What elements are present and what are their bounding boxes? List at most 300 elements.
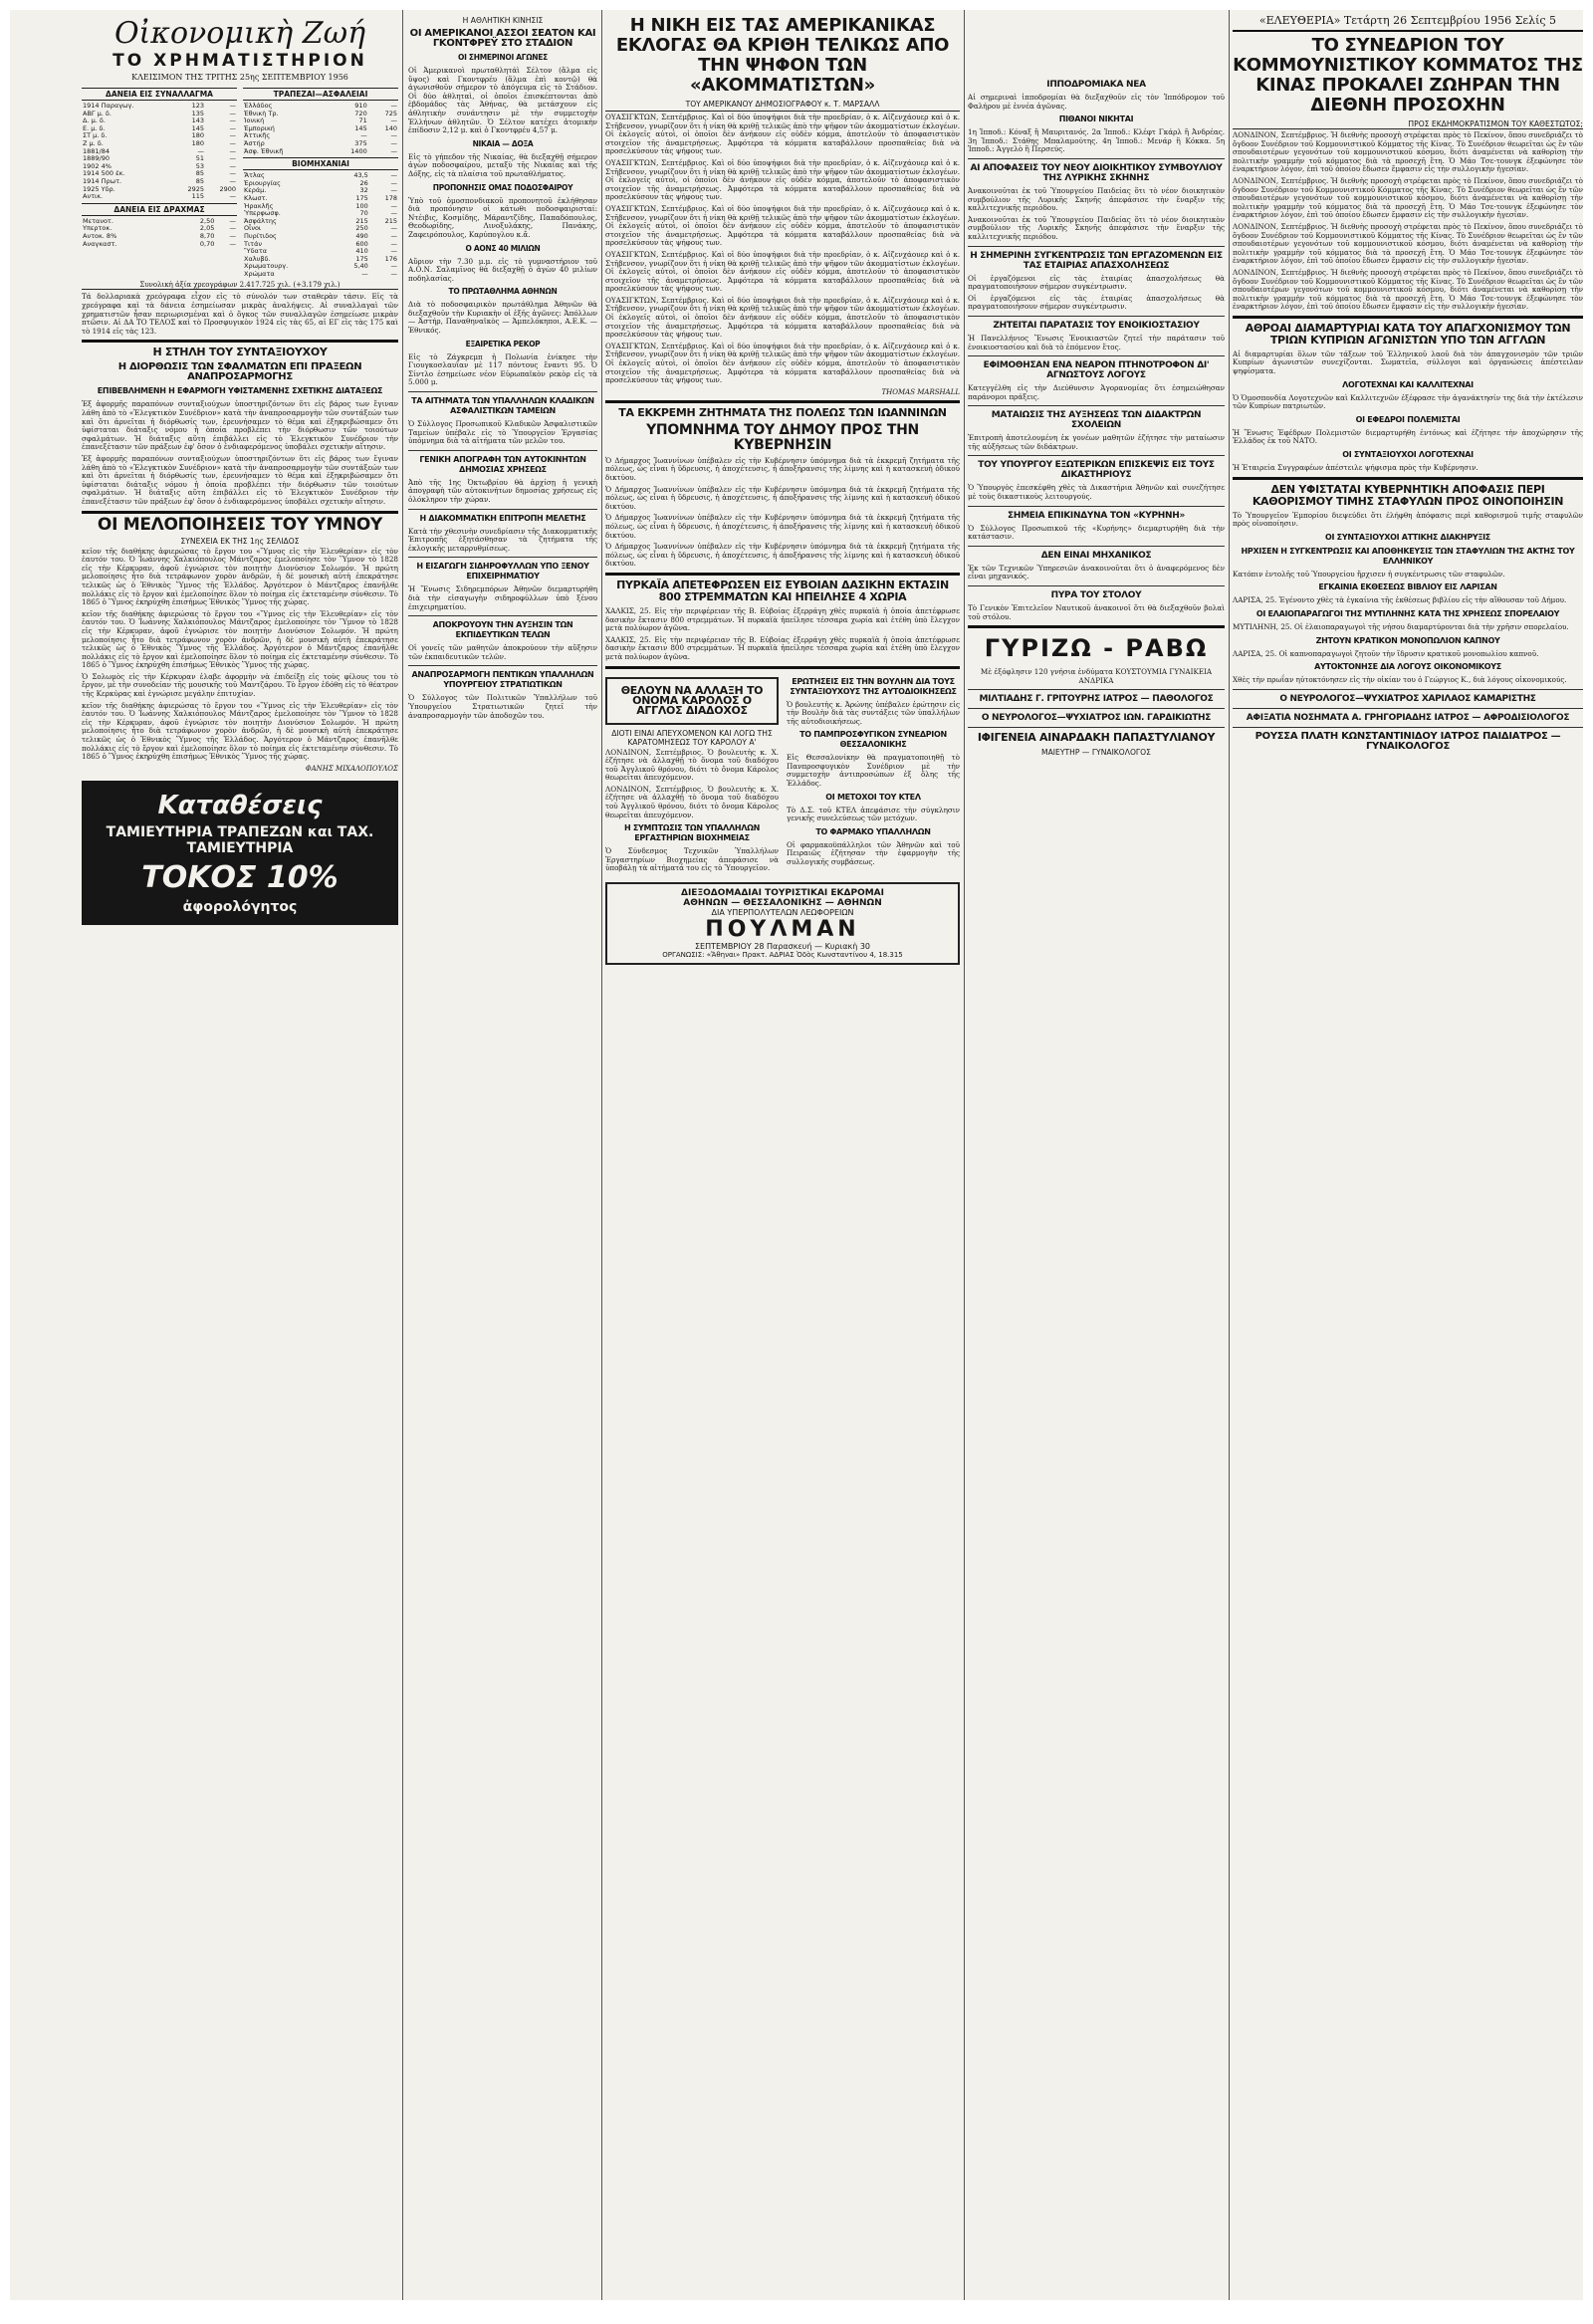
- article-body: ΛΟΝΔΙΝΟΝ, Σεπτέμβριος. Ἡ διεθνὴς προσοχὴ στρέφεται πρὸς τὸ Πεκίνον, ὅπου συνεδριάζει τὸ ὄγδοον Συνέδριον τοῦ Κομμουνιστικοῦ Κόμματος τῆς Κίνας. Τὸ Συνέδριον θεωρεῖται ὡς ἓν τῶν σπουδαιοτέρων γεγονότων τοῦ κομμουνιστικοῦ κόσμου, διότι ἀναμένεται νὰ καθορίσῃ τὴν πολιτικὴν γραμμὴν τοῦ κόμματος διὰ τὰ προσεχῆ ἔτη. Ὁ Μάο Τσε-τουνγκ ἐξεφώνησε τὸν ἐναρκτήριον λόγον, ἐπὶ τοῦ ὁποίου ἔδωσεν ἔμφασιν εἰς τὴν συλλογικὴν ἡγεσίαν.: [1233, 175, 1583, 220]
- quote-value: —: [390, 247, 397, 256]
- quote-name: 1914 Πρωτ.: [83, 176, 122, 185]
- quote-value: —: [229, 192, 236, 201]
- article-body: Οἱ γονεῖς τῶν μαθητῶν ἀποκρούουν τὴν αὔξησιν τῶν ἐκπαιδευτικῶν τελῶν.: [408, 643, 597, 661]
- article-headline: ΘΕΛΟΥΝ ΝΑ ΑΛΛΑΞΗ ΤΟ ΟΝΟΜΑ ΚΑΡΟΛΟΣ Ο ΑΓΓΛΟΣ ΔΙΑΔΟΧΟΣ: [620, 683, 764, 717]
- quote-value: —: [229, 116, 236, 125]
- article-headline: ΔΕΝ ΕΙΝΑΙ ΜΗΧΑΝΙΚΟΣ: [1040, 550, 1152, 561]
- article-body: Αἱ διαμαρτυρίαι ὅλων τῶν τάξεων τοῦ Ἑλληνικοῦ λαοῦ διὰ τὸν ἀπαγχονισμὸν τῶν τριῶν Κυπρίων ἀγωνιστῶν συνεχίζονται. Σωματεῖα, σύλλογοι καὶ ὀργανώσεις ἀπέστειλαν ψηφίσματα.: [1233, 349, 1583, 376]
- article-body: Ὁ Δήμαρχος Ἰωαννίνων ὑπέβαλεν εἰς τὴν Κυβέρνησιν ὑπόμνημα διὰ τὰ ἐκκρεμῆ ζητήματα τῆς πόλεως, ὡς εἶναι ἡ ὕδρευσις, ἡ ἀποχέτευσις, ἡ ἀποξήρανσις τῆς λίμνης καὶ ἡ κατασκευὴ ὁδικοῦ δικτύου.: [605, 484, 960, 511]
- quote-value: 26: [359, 178, 368, 187]
- article-body: Κατεγγέλθη εἰς τὴν Διεύθυνσιν Ἀγορανομίας ὅτι ἐσημειώθησαν παράνομοι πράξεις.: [968, 383, 1225, 401]
- article-body: Ὑπὸ τοῦ ὁμοσπονδιακοῦ προπονητοῦ ἐκλήθησαν διὰ προπόνησιν οἱ κάτωθι ποδοσφαιρισταί: Ντέιβις, Κοσμίδης, Μάραντζίδης, Παπαδόπουλος, Θεοδωρίδης, Λινοξυλάκης, Πανάκης, Ζαφειρόπουλος, Καρύπογλου κ.ἄ.: [408, 195, 597, 239]
- quote-row: [243, 233, 398, 241]
- quote-value: 1400: [350, 146, 367, 155]
- quote-value: 140: [384, 123, 397, 132]
- quote-value: —: [229, 109, 236, 117]
- article-subhead: ΕΞΑΙΡΕΤΙΚΑ ΡΕΚΟΡ: [465, 339, 541, 349]
- quote-value: 5,40: [353, 262, 368, 271]
- article-body: Ἡ Ἕνωσις Ἐφέδρων Πολεμιστῶν διεμαρτυρήθη ἐντόνως καὶ ἐζήτησε τὴν ἀποχώρησιν τῆς Ἑλλάδος ἐκ τοῦ ΝΑΤΟ.: [1233, 427, 1583, 446]
- divider: [1233, 689, 1583, 690]
- quote-value: —: [390, 224, 397, 233]
- finance-title: Οἰκονομικὴ Ζωή: [114, 16, 366, 51]
- article-subhead: ΟΙ ΣΗΜΕΡΙΝΟΙ ΑΓΩΝΕΣ: [458, 53, 548, 62]
- divider: [968, 727, 1225, 728]
- article-body: ΛΟΝΔΙΝΟΝ, Σεπτέμβριος. Ὁ βουλευτὴς κ. Χ. ἐζήτησε νὰ ἀλλαχθῇ τὸ ὄνομα τοῦ διαδόχου τοῦ Ἀγγλικοῦ θρόνου, διότι τὸ ὄνομα Κάρολος θεωρεῖται ἀπευχόμενον.: [605, 747, 779, 783]
- quote-value: 100: [355, 201, 368, 210]
- doctor-specialty: ΜΑΙΕΥΤΗΡ — ΓΥΝΑΙΚΟΛΟΓΟΣ: [1041, 748, 1151, 758]
- article-body: Ἡ Ἑταιρεία Συγγραφέων ἀπέστειλε ψήφισμα πρὸς τὴν Κυβέρνησιν.: [1233, 463, 1479, 473]
- article-headline: ΟΙ ΜΕΛΟΠΟΙΗΣΕΙΣ ΤΟΥ ΥΜΝΟΥ: [97, 514, 383, 535]
- article-headline: ΟΙ ΑΜΕΡΙΚΑΝΟΙ ΑΣΣΟΙ ΣΕΑΤΟΝ ΚΑΙ ΓΚΟΝΤΦΡΕΫ ΣΤΟ ΣΤΑΔΙΟΝ: [409, 28, 596, 49]
- quote-name: Τιτάν: [244, 239, 262, 248]
- article-body: Ἀνακοινοῦται ἐκ τοῦ Ὑπουργείου Παιδείας ὅτι τὸ νέον διοικητικὸν συμβούλιον τῆς Λυρικῆς Σκηνῆς ἀπεφάσισε τὴν ἔναρξιν τῆς καλλιτεχνικῆς περιόδου.: [968, 214, 1225, 241]
- quote-name: Αντικ.: [83, 192, 104, 201]
- quote-value: 600: [355, 239, 368, 248]
- quote-name: Ἑλλάδος: [244, 102, 273, 110]
- article-subhead: ΛΟΓΟΤΕΧΝΑΙ ΚΑΙ ΚΑΛΛΙΤΕΧΝΑΙ: [1342, 379, 1474, 389]
- quote-value: 85: [195, 169, 205, 178]
- article-subhead: ΕΠΙΒΕΒΛΗΜΕΝΗ Η ΕΦΑΡΜΟΓΗ ΥΦΙΣΤΑΜΕΝΗΣ ΣΧΕΤΙΚΗΣ ΔΙΑΤΑΞΕΩΣ: [97, 386, 383, 396]
- article-body: Οἱ ἐργαζόμενοι εἰς τὰς ἑταιρίας ἀπασχολήσεως θὰ πραγματοποιήσουν σήμερον συγκέντρωσιν.: [968, 293, 1225, 312]
- quote-name: Αναγκαστ.: [83, 239, 117, 248]
- article-subhead: ΠΙΘΑΝΟΙ ΝΙΚΗΤΑΙ: [1058, 115, 1134, 124]
- ad-line: ΟΡΓΑΝΩΣΙΣ: «Ἄθηναι» Πρακτ. ΑΔΡΙΑΣ Ὁδὸς Κωνσταντίνου 4, 18.315: [662, 951, 903, 960]
- quote-value: 490: [355, 231, 368, 240]
- quote-value: 70: [359, 209, 368, 218]
- article-headline: Η ΣΥΜΠΤΩΣΙΣ ΤΩΝ ΥΠΑΛΛΗΛΩΝ ΕΡΓΑΣΤΗΡΙΩΝ ΒΙΟΧΗΜΕΙΑΣ: [623, 823, 761, 843]
- article-headline: ΑΝΑΠΡΟΣΑΡΜΟΓΗ ΠΕΝΤΙΚΩΝ ΥΠΑΛΛΗΛΩΝ ΥΠΟΥΡΓΕΙΟΥ ΣΤΡΑΤΙΩΤΙΚΩΝ: [411, 670, 594, 690]
- finance-subtitle: ΤΟ ΧΡΗΜΑΤΙΣΤΗΡΙΟΝ: [113, 51, 367, 71]
- continued-note: ΣΥΝΕΧΕΙΑ ΕΚ ΤΗΣ 1ης ΣΕΛΙΔΟΣ: [180, 536, 300, 546]
- article-headline: Η ΔΙΟΡΘΩΣΙΣ ΤΩΝ ΣΦΑΛΜΑΤΩΝ ΕΠΙ ΠΡΑΞΕΩΝ ΑΝΑΠΡΟΣΑΡΜΟΓΗΣ: [117, 361, 362, 383]
- quote-name: Ἄτλας: [244, 171, 265, 180]
- quote-row: [82, 186, 237, 194]
- doctor-ad: ΙΦΙΓΕΝΕΙΑ ΑΙΝΑΡΔΑΚΗ ΠΑΠΑΣΤΥΛΙΑΝΟΥ: [977, 731, 1216, 745]
- article-body: Ὁ Σύνδεσμος Τεχνικῶν Ὑπαλλήλων Ἐργαστηρίων Βιοχημείας ἀπεφάσισε νὰ ὑποβάλῃ τὰ αἰτήματά του εἰς τὸ Ὑπουργεῖον.: [605, 846, 779, 873]
- quote-name: Ἀστήρ: [244, 138, 265, 147]
- table-title: ΔΑΝΕΙΑ ΕΙΣ ΣΥΝΑΛΛΑΓΜΑ: [82, 88, 237, 101]
- column-news: [968, 10, 1225, 2300]
- article-body: Χθὲς τὴν πρωΐαν ηὐτοκτόνησεν εἰς τὴν οἰκίαν του ὁ Γεώργιος Κ., διὰ λόγους οἰκονομικούς.: [1233, 675, 1567, 685]
- quote-row: [243, 111, 398, 118]
- article-body: Οἱ φαρμακοϋπάλληλοι τῶν Ἀθηνῶν καὶ τοῦ Πειραιῶς ἐζήτησαν τὴν ἐφαρμογὴν τῆς συλλογικῆς συμβάσεως.: [787, 839, 960, 867]
- article-subhead: ΤΟ ΠΡΩΤΑΘΛΗΜΑ ΑΘΗΝΩΝ: [448, 287, 558, 297]
- quote-row: [82, 132, 237, 140]
- quote-value: 53: [195, 161, 205, 170]
- article-body: Ἡ Ἕνωσις Σιδηρεμπόρων Ἀθηνῶν διεμαρτυρήθη διὰ τὴν εἰσαγωγὴν σιδηροφύλλων ὑπὸ ξένου ἐπιχειρηματίου.: [408, 584, 597, 611]
- lower-stories: [605, 673, 960, 877]
- article-body: Ἐκ τῶν Τεχνικῶν Ὑπηρεσιῶν ἀνακοινοῦται ὅτι ὁ ἀναφερόμενος δὲν εἶναι μηχανικός.: [968, 563, 1225, 581]
- article-headline: Η ΔΙΑΚΟΜΜΑΤΙΚΗ ΕΠΙΤΡΟΠΗ ΜΕΛΕΤΗΣ: [419, 513, 586, 523]
- tailor-ad: ΓΥΡΙΖΩ - ΡΑΒΩ: [984, 634, 1209, 663]
- quote-value: —: [390, 102, 397, 110]
- quote-row: [82, 193, 237, 201]
- quote-value: 215: [355, 216, 368, 225]
- article-headline: ΤΟ ΣΥΝΕΔΡΙΟΝ ΤΟΥ ΚΟΜΜΟΥΝΙΣΤΙΚΟΥ ΚΟΜΜΑΤΟΣ ΤΗΣ ΚΙΝΑΣ ΠΡΟΚΑΛΕΙ ΖΩΗΡΑΝ ΤΗΝ ΔΙΕΘΝΗ ΠΡΟΣΟΧΗΝ: [1233, 35, 1583, 116]
- divider: [1233, 708, 1583, 709]
- column-finance: [82, 10, 398, 2300]
- quote-name: ΣΤ μ. δ.: [83, 131, 108, 140]
- quote-value: —: [229, 169, 236, 178]
- quote-name: 1914 500 ἐκ.: [83, 169, 125, 178]
- quote-value: 85: [195, 176, 205, 185]
- article-body: ΛΟΝΔΙΝΟΝ, Σεπτέμβριος. Ἡ διεθνὴς προσοχὴ στρέφεται πρὸς τὸ Πεκίνον, ὅπου συνεδριάζει τὸ ὄγδοον Συνέδριον τοῦ Κομμουνιστικοῦ Κόμματος τῆς Κίνας. Τὸ Συνέδριον θεωρεῖται ὡς ἓν τῶν σπουδαιοτέρων γεγονότων τοῦ κομμουνιστικοῦ κόσμου, διότι ἀναμένεται νὰ καθορίσῃ τὴν πολιτικὴν γραμμὴν τοῦ κόμματος διὰ τὰ προσεχῆ ἔτη. Ὁ Μάο Τσε-τουνγκ ἐξεφώνησε τὸν ἐναρκτήριον λόγον, ἐπὶ τοῦ ὁποίου ἔδωσεν ἔμφασιν εἰς τὴν συλλογικὴν ἡγεσίαν.: [1233, 267, 1583, 312]
- author: ΦΑΝΗΣ ΜΙΧΑΛΟΠΟΥΛΟΣ: [305, 764, 398, 773]
- ad-line: ΑΘΗΝΩΝ — ΘΕΣΣΑΛΟΝΙΚΗΣ — ΑΘΗΝΩΝ: [683, 898, 882, 909]
- quote-value: 215: [384, 216, 397, 225]
- quote-row: [82, 241, 237, 249]
- tourism-ad: [605, 882, 960, 965]
- article-body: ΜΥΤΙΛΗΝΗ, 25. Οἱ ἐλαιοπαραγωγοὶ τῆς νήσου διαμαρτύρονται διὰ τὴν χρῆσιν σπορελαίου.: [1233, 622, 1569, 631]
- article-headline: ΕΦΙΜΟΘΗΣΑΝ ΕΝΑ ΝΕΑΡΟΝ ΠΤΗΝΟΤΡΟΦΟΝ ΔΙ' ΑΓΝΩΣΤΟΥΣ ΛΟΓΟΥΣ: [983, 360, 1210, 381]
- table-title: ΤΡΑΠΕΖΑΙ—ΑΣΦΑΛΕΙΑΙ: [243, 88, 398, 101]
- article-body: Κατόπιν ἐντολῆς τοῦ Ὑπουργείου ἤρχισεν ἡ συγκέντρωσις τῶν σταφυλῶν.: [1233, 569, 1505, 579]
- section-title: Η ΑΘΛΗΤΙΚΗ ΚΙΝΗΣΙΣ: [462, 16, 544, 25]
- quote-name: Χρώματα: [244, 269, 275, 278]
- quote-value: —: [229, 161, 236, 170]
- quote-value: 178: [384, 193, 397, 202]
- market-tables: [82, 86, 398, 278]
- divider: [605, 666, 960, 669]
- quote-name: ΑΒΓ μ. δ.: [83, 109, 112, 117]
- column-rule: [1229, 10, 1230, 2300]
- article-body: ΛΟΝΔΙΝΟΝ, Σεπτέμβριος. Ὁ βουλευτὴς κ. Χ. ἐζήτησε νὰ ἀλλαχθῇ τὸ ὄνομα τοῦ διαδόχου τοῦ Ἀγγλικοῦ θρόνου, διότι τὸ ὄνομα Κάρολος θεωρεῖται ἀπευχόμενον.: [605, 784, 779, 819]
- divider: [605, 400, 960, 403]
- divider: [968, 625, 1225, 628]
- quote-value: —: [229, 102, 236, 110]
- quote-value: 135: [191, 109, 205, 117]
- table-title: ΔΑΝΕΙΑ ΕΙΣ ΔΡΑΧΜΑΣ: [82, 203, 237, 216]
- newspaper-page: [10, 10, 1583, 2300]
- article-body: Τὸ Ὑπουργεῖον Ἐμπορίου διεψεύδει ὅτι ἐλήφθη ἀπόφασις περὶ καθορισμοῦ τιμῆς σταφυλῶν πρὸς οἰνοποίησιν.: [1233, 510, 1583, 529]
- divider: [82, 511, 398, 514]
- quote-value: —: [390, 171, 397, 180]
- article-subhead: ΑΥΤΟΚΤΟΝΗΣΕ ΔΙΑ ΛΟΓΟΥΣ ΟΙΚΟΝΟΜΙΚΟΥΣ: [1314, 662, 1501, 672]
- quote-name: Κεράμ.: [244, 186, 267, 195]
- quote-value: —: [197, 146, 205, 155]
- article-headline: ΤΑ ΑΙΤΗΜΑΤΑ ΤΩΝ ΥΠΑΛΛΗΛΩΝ ΚΛΑΔΙΚΩΝ ΑΣΦΑΛΙΣΤΙΚΩΝ ΤΑΜΕΙΩΝ: [411, 396, 594, 416]
- quote-value: 910: [354, 102, 367, 110]
- divider: [968, 455, 1225, 456]
- quote-name: 1889/90: [83, 154, 111, 163]
- quote-name: Ἀττικῆς: [244, 131, 271, 140]
- quote-value: 32: [359, 186, 368, 195]
- article-headline: ΑΠΟΚΡΟΥΟΥΝ ΤΗΝ ΑΥΞΗΣΙΝ ΤΩΝ ΕΚΠΙΔΕΥΤΙΚΩΝ ΤΕΛΩΝ: [432, 620, 573, 640]
- doctor-ad: ΜΙΛΤΙΑΔΗΣ Γ. ΓΡΙΤΟΥΡΗΣ ΙΑΤΡΟΣ — ΠΑΘΟΛΟΓΟΣ: [979, 694, 1214, 705]
- finance-date: ΚΛΕΙΣΙΜΟΝ ΤΗΣ ΤΡΙΤΗΣ 25ης ΣΕΠΤΕΜΒΡΙΟΥ 1956: [131, 73, 348, 82]
- story-block: [605, 673, 779, 877]
- article-body: Διὰ τὸ ποδοσφαιρικὸν πρωτάθλημα Ἀθηνῶν θὰ διεξαχθοῦν τὴν Κυριακὴν οἱ ἑξῆς ἀγῶνες: Ἀπόλλων — Ἀστήρ, Παναθηναϊκὸς — Ἀμπελόκηποι, Α.Ε.Κ. — Ἐθνικός.: [408, 300, 597, 336]
- divider: [408, 615, 597, 616]
- article-body: κεῖον τῆς διαθήκης ἀφιερώσας τὸ ἔργον του «Ὕμνος εἰς τὴν Ἐλευθερίαν» εἰς τὸν ἑαυτόν του. Ὁ Ἰωάννης Χαλκιόπουλος Μάντζαρος ἐμελοποίησε τὸν Ὕμνον τὸ 1828 εἰς τὴν Κέρκυραν, ἀφοῦ ἐγνώρισε τὸν ποιητὴν Διονύσιον Σολωμόν. Ἡ πρώτη μελοποίησις ἦτο διὰ τετράφωνον χορὸν ἀνδρῶν, ἡ δὲ μουσικὴ αὐτὴ ἐπεκράτησε τελικῶς ὡς ὁ Ἐθνικὸς Ὕμνος τῆς Ἑλλάδος. Ἀργότερον ὁ Μάντζαρος ἐπανῆλθε πολλάκις εἰς τὸ ἔργον καὶ ἐμελοποίησε ὅλον τὸ ποίημα εἰς ἐκτεταμένην σύνθεσιν. Τὸ 1865 ὁ Ὕμνος ἐκηρύχθη ἐπισήμως Ἐθνικὸς Ὕμνος τῆς χώρας.: [82, 546, 398, 607]
- securities-total: Συνολικὴ ἀξία χρεογράφων 2.417.725 χιλ. (+3.179 χιλ.): [82, 281, 398, 290]
- divider: [1233, 477, 1583, 480]
- story-block: [787, 673, 960, 877]
- quote-value: —: [229, 224, 236, 233]
- quote-name: 1925 Υδρ.: [83, 184, 115, 193]
- article-body: ΛΑΡΙΣΑ, 25. Ἐγένοντο χθὲς τὰ ἐγκαίνια τῆς ἐκθέσεως βιβλίου εἰς τὴν αἴθουσαν τοῦ Δήμου.: [1233, 595, 1567, 605]
- ad-line: ΔΙΕΞΟΔΟΜΑΔΙΑΙ ΤΟΥΡΙΣΤΙΚΑΙ ΕΚΔΡΟΜΑΙ: [680, 888, 884, 899]
- article-headline: ΟΙ ΜΕΤΟΧΟΙ ΤΟΥ ΚΤΕΛ: [825, 792, 921, 802]
- article-subhead: ΠΡΟΣ ΕΚΔΗΜΟΚΡΑΤΙΣΜΟΝ ΤΟΥ ΚΑΘΕΣΤΩΤΟΣ;: [1233, 119, 1583, 129]
- quote-value: 71: [358, 116, 367, 125]
- divider: [1233, 727, 1583, 728]
- ad-line: ΤΟΚΟΣ 10%: [141, 859, 339, 895]
- doctor-ad: ΑΦΙΞΑΤΙΑ ΝΟΣΗΜΑΤΑ Α. ΓΡΗΓΟΡΙΑΔΗΣ ΙΑΤΡΟΣ — ΑΦΡΟΔΙΣΙΟΛΟΓΟΣ: [1246, 712, 1570, 723]
- ad-text: Μὲ ἐξόφλησιν 120 γνήσια ἐνδύματα ΚΟΥΣΤΟΥΜΙΑ ΓΥΝΑΙΚΕΙΑ ΑΝΔΡΙΚΑ: [980, 667, 1213, 685]
- quote-value: —: [229, 216, 236, 225]
- column-title: Η ΣΤΗΛΗ ΤΟΥ ΣΥΝΤΑΞΙΟΥΧΟΥ: [152, 346, 328, 359]
- quote-value: —: [229, 138, 236, 147]
- article-body: Εἰς τὸ γήπεδον τῆς Νικαίας, θὰ διεξαχθῇ σήμερον ἀγὼν ποδοσφαίρου, μεταξὺ τῆς Νικαίας καὶ τῆς Δόξης, εἰς τὰ πλαίσια τοῦ πρωταθλήματος.: [408, 151, 597, 178]
- article-body: Ἐξ ἀφορμῆς παραπόνων συνταξιούχων ὑποστηριζόντων ὅτι εἰς βάρος των ἔγιναν λάθη ἀπὸ τὸ «Ἐλεγκτικὸν Συνέδριον» κατὰ τὴν ἀναπροσαρμογὴν τῶν συντάξεών των καὶ ὅτι ἀρνεῖται ἡ διόρθωσίς των, ἐρευνήσαμεν τὸ θέμα καὶ ἐξηκριβώσαμεν ὅτι ὑφίσταται διάταξις νόμου ἡ ὁποία προβλέπει τὴν διόρθωσιν τῶν τοιούτων σφαλμάτων. Ἡ διάταξις αὕτη ἐπιβάλλει εἰς τὸ Ἐλεγκτικὸν Συνέδριον τὴν ἐπανεξέτασιν τῶν πράξεων ἐφ' ὅσον ὁ ἐνδιαφερόμενος ὑποβάλει σχετικὴν αἴτησιν.: [82, 454, 398, 506]
- quote-name: Ὑπερφωσφ.: [244, 209, 281, 218]
- ad-line: Καταθέσεις: [157, 790, 323, 820]
- article-body: Ὁ Δήμαρχος Ἰωαννίνων ὑπέβαλεν εἰς τὴν Κυβέρνησιν ὑπόμνημα διὰ τὰ ἐκκρεμῆ ζητήματα τῆς πόλεως, ὡς εἶναι ἡ ὕδρευσις, ἡ ἀποχέτευσις, ἡ ἀποξήρανσις τῆς λίμνης καὶ ἡ κατασκευὴ ὁδικοῦ δικτύου.: [605, 513, 960, 540]
- quote-value: 2925: [187, 184, 205, 193]
- quote-value: 250: [355, 224, 368, 233]
- quote-value: —: [390, 178, 397, 187]
- divider: [968, 689, 1225, 690]
- article-headline: ΤΟ ΠΑΜΠΡΟΣΦΥΓΙΚΟΝ ΣΥΝΕΔΡΙΟΝ ΘΕΣΣΑΛΟΝΙΚΗΣ: [799, 730, 947, 750]
- quote-value: —: [229, 146, 236, 155]
- quote-value: —: [390, 209, 397, 218]
- article-body: Ἡ Πανελλήνιος Ἕνωσις Ἐνοικιαστῶν ζητεῖ τὴν παράτασιν τοῦ ἐνοικιοστασίου καὶ διὰ τὸ ἐπόμενον ἔτος.: [968, 333, 1225, 351]
- article-subhead: ΗΡΧΙΣΕΝ Η ΣΥΓΚΕΝΤΡΩΣΙΣ ΚΑΙ ΑΠΟΘΗΚΕΥΣΙΣ ΤΩΝ ΣΤΑΦΥΛΙΩΝ ΤΗΣ ΑΚΤΗΣ ΤΟΥ ΕΛΛΗΝΙΚΟΥ: [1241, 546, 1575, 566]
- quote-value: —: [390, 201, 397, 210]
- quote-name: Ἐριουργίας: [244, 178, 281, 187]
- quote-name: Δ. μ. δ.: [83, 116, 106, 125]
- quote-value: —: [229, 154, 236, 163]
- quote-value: 123: [191, 102, 205, 110]
- article-headline: Η ΝΙΚΗ ΕΙΣ ΤΑΣ ΑΜΕΡΙΚΑΝΙΚΑΣ ΕΚΛΟΓΑΣ ΘΑ ΚΡΙΘΗ ΤΕΛΙΚΩΣ ΑΠΟ ΤΗΝ ΨΗΦΟΝ ΤΩΝ «ΑΚΟΜΜΑΤΙΣΤΩΝ»: [615, 15, 950, 96]
- article-body: Ὁ Ὑπουργὸς ἐπεσκέφθη χθὲς τὰ Δικαστήρια Ἀθηνῶν καὶ συνεζήτησε μὲ τοὺς δικαστικοὺς λειτουργούς.: [968, 483, 1225, 502]
- divider: [968, 355, 1225, 356]
- article-body: 1η Ἱπποδ.: Κόναξ ἢ Μαυριτανός. 2α Ἱπποδ.: Κλέφτ Γκάρλ ἢ Ἀνδρέας. 3η Ἱπποδ.: Στάθης Μπαλαμούτης. 4η Ἱπποδ.: Μενάρ ἢ Κόκκα. 5η Ἱπποδ.: Ἀγγελὸ ἢ Περσεύς.: [968, 127, 1225, 154]
- quote-value: 180: [191, 138, 205, 147]
- article-body: Οἱ Ἀμερικανοὶ πρωταθλητάὶ Σέλτον (ἅλμα εἰς ὕψος) καὶ Γκοντφρέυ (ἅλμα ἐπὶ κοντῷ) θὰ ἀγωνισθοῦν σήμερον τὸ ἀπόγευμα εἰς τὸ Στάδιον. Οἱ δύο ἀθληταὶ, οἱ ὁποῖοι ἐπισκέπτονται ἀπὸ ἑβδομάδος τὰς Ἀθήνας, θὰ μετάσχουν εἰς ἀθλητικὴν συνάντησιν μὲ τὴν συμμετοχὴν Ἑλλήνων ἀθλητῶν. Ὁ Σέλτον κατέχει ἀτομικὴν ἐπίδοσιν 2,12 μ. καὶ ὁ Γκοντφρέυ 4,57 μ.: [408, 66, 597, 135]
- article-headline: Η ΕΙΣΑΓΩΓΗ ΣΙΔΗΡΟΦΥΛΛΩΝ ΥΠΟ ΞΕΝΟΥ ΕΠΙΧΕΙΡΗΜΑΤΙΟΥ: [416, 562, 589, 581]
- article-body: ΟΥΑΣΙΓΚΤΩΝ, Σεπτέμβριος. Καὶ οἱ δύο ὑποψήφιοι διὰ τὴν προεδρίαν, ὁ κ. Αἰζενχάουερ καὶ ὁ κ. Στῆβενσον, γνωρίζουν ὅτι ἡ νίκη θὰ κριθῇ τελικῶς ἀπὸ τὴν ψῆφον τῶν ἀκομματίστων ἐκλογέων. Οἱ ἐκλογεῖς αὐτοὶ, οἱ ὁποῖοι δὲν ἀνήκουν εἰς οὐδὲν κόμμα, ἀποτελοῦν τὸ ἀποφασιστικὸν στοιχεῖον τῆς ἀναμετρήσεως. Ἀμφότερα τὰ κόμματα καταβάλλουν προσπαθείας διὰ νὰ προσελκύσουν τὰς ψήφους των.: [605, 295, 960, 340]
- ad-line: ΠΟΥΛΜΑΝ: [705, 917, 860, 943]
- quote-value: 8,70: [199, 231, 215, 240]
- savings-ad: [82, 781, 398, 925]
- article-body: ΛΟΝΔΙΝΟΝ, Σεπτέμβριος. Ἡ διεθνὴς προσοχὴ στρέφεται πρὸς τὸ Πεκίνον, ὅπου συνεδριάζει τὸ ὄγδοον Συνέδριον τοῦ Κομμουνιστικοῦ Κόμματος τῆς Κίνας. Τὸ Συνέδριον θεωρεῖται ὡς ἓν τῶν σπουδαιοτέρων γεγονότων τοῦ κομμουνιστικοῦ κόσμου, διότι ἀναμένεται νὰ καθορίσῃ τὴν πολιτικὴν γραμμὴν τοῦ κόμματος διὰ τὰ προσεχῆ ἔτη. Ὁ Μάο Τσε-τουνγκ ἐξεφώνησε τὸν ἐναρκτήριον λόγον, ἐπὶ τοῦ ὁποίου ἔδωσεν ἔμφασιν εἰς τὴν συλλογικὴν ἡγεσίαν.: [1233, 130, 1583, 174]
- article-body: ΛΑΡΙΣΑ, 25. Οἱ καπνοπαραγωγοὶ ζητοῦν τὴν ἵδρυσιν κρατικοῦ μονοπωλίου καπνοῦ.: [1233, 648, 1539, 658]
- article-body: Ὁ βουλευτὴς κ. Ἀρώνης ὑπέβαλεν ἐρώτησιν εἰς τὴν Βουλὴν διὰ τὰς συντάξεις τῶν ὑπαλλήλων τῆς αὐτοδιοικήσεως.: [787, 699, 960, 726]
- article-headline: ΠΥΡΑ ΤΟΥ ΣΤΟΛΟΥ: [1050, 590, 1142, 601]
- quote-name: Οἶνοι: [244, 224, 262, 233]
- quote-value: 175: [355, 193, 368, 202]
- article-subhead: Ο ΑΟΝΣ 40 ΜΙΛΙΩΝ: [465, 243, 541, 253]
- article-body: Τὸ Γενικὸν Ἐπιτελεῖον Ναυτικοῦ ἀνακοινοῖ ὅτι θὰ διεξαχθοῦν βολαὶ τοῦ στόλου.: [968, 603, 1225, 621]
- article-body: Ὁ Σύλλογος Προσωπικοῦ τῆς «Κυρήνης» διεμαρτυρήθη διὰ τὴν κατάστασιν.: [968, 523, 1225, 542]
- article-body: Ἀνακοινοῦται ἐκ τοῦ Ὑπουργείου Παιδείας ὅτι τὸ νέον διοικητικὸν συμβούλιον τῆς Λυρικῆς Σκηνῆς ἀπεφάσισε τὴν ἔναρξιν τῆς καλλιτεχνικῆς περιόδου.: [968, 185, 1225, 213]
- quote-value: —: [390, 138, 397, 147]
- divider: [408, 665, 597, 666]
- quote-name: Κλωστ.: [244, 193, 268, 202]
- quote-value: —: [229, 231, 236, 240]
- article-headline: ΣΗΜΕΙΑ ΕΠΙΚΙΝΔΥΝΑ ΤΟΝ «ΚΥΡΗΝΗ»: [1008, 510, 1185, 521]
- quote-name: Χαλυβδ.: [244, 254, 271, 263]
- quote-value: —: [229, 123, 236, 132]
- article-subhead: ΥΠΟΜΝΗΜΑ ΤΟΥ ΔΗΜΟΥ ΠΡΟΣ ΤΗΝ ΚΥΒΕΡΝΗΣΙΝ: [646, 421, 919, 453]
- divider: [408, 509, 597, 510]
- quote-name: Ὕδατα: [244, 247, 268, 256]
- quote-value: 720: [354, 109, 367, 117]
- quote-name: Υπερτοκ.: [83, 224, 113, 233]
- article-subhead: ΟΙ ΣΥΝΤΑΞΙΟΥΧΟΙ ΛΟΓΟΤΕΧΝΑΙ: [1342, 450, 1474, 460]
- article-body: Αὔριον τὴν 7.30 μ.μ. εἰς τὸ γυμναστήριον τοῦ Α.Ο.Ν. Σαλαμῖνος θὰ διεξαχθῇ ὁ ἀγὼν 40 μιλίων ποδηλασίας.: [408, 256, 597, 283]
- quote-value: —: [229, 239, 236, 248]
- quote-name: Αντοκ. 8%: [83, 231, 117, 240]
- quote-value: 725: [384, 109, 397, 117]
- article-body: ΟΥΑΣΙΓΚΤΩΝ, Σεπτέμβριος. Καὶ οἱ δύο ὑποψήφιοι διὰ τὴν προεδρίαν, ὁ κ. Αἰζενχάουερ καὶ ὁ κ. Στῆβενσον, γνωρίζουν ὅτι ἡ νίκη θὰ κριθῇ τελικῶς ἀπὸ τὴν ψῆφον τῶν ἀκομματίστων ἐκλογέων. Οἱ ἐκλογεῖς αὐτοὶ, οἱ ὁποῖοι δὲν ἀνήκουν εἰς οὐδὲν κόμμα, ἀποτελοῦν τὸ ἀποφασιστικὸν στοιχεῖον τῆς ἀναμετρήσεως. Ἀμφότερα τὰ κόμματα καταβάλλουν προσπαθείας διὰ νὰ προσελκύσουν τὰς ψήφους των.: [605, 249, 960, 294]
- quote-value: 143: [191, 116, 205, 125]
- quotes-table: [243, 172, 398, 278]
- section-title: ΙΠΠΟΔΡΟΜΙΑΚΑ ΝΕΑ: [1046, 80, 1146, 90]
- quote-value: —: [361, 269, 368, 278]
- divider: [968, 506, 1225, 507]
- ad-line: ΣΕΠΤΕΜΒΡΙΟΥ 28 Παρασκευή — Κυριακὴ 30: [694, 942, 871, 952]
- quote-value: 176: [384, 254, 397, 263]
- column-rule: [402, 10, 403, 2300]
- article-headline: ΑΘΡΟΑΙ ΔΙΑΜΑΡΤΥΡΙΑΙ ΚΑΤΑ ΤΟΥ ΑΠΑΓΧΟΝΙΣΜΟΥ ΤΩΝ ΤΡΙΩΝ ΚΥΠΡΙΩΝ ΑΓΩΝΙΣΤΩΝ ΥΠΟ ΤΩΝ ΑΓΓΛΩΝ: [1245, 321, 1571, 347]
- doctor-ad: Ο ΝΕΥΡΟΛΟΓΟΣ—ΨΥΧΙΑΤΡΟΣ ΙΩΝ. ΓΑΡΔΙΚΙΩΤΗΣ: [981, 713, 1212, 724]
- article-body: Ὁ Ὁμοσπονδία Λογοτεχνῶν καὶ Καλλιτεχνῶν ἐξέφρασε τὴν ἀγανάκτησίν της διὰ τὴν ἐκτέλεσιν τῶν Κυπρίων πατριωτῶν.: [1233, 392, 1583, 411]
- quote-value: —: [390, 239, 397, 248]
- quote-name: 1902 4%: [83, 161, 112, 170]
- article-headline: ΕΡΩΤΗΣΕΙΣ ΕΙΣ ΤΗΝ ΒΟΥΛΗΝ ΔΙΑ ΤΟΥΣ ΣΥΝΤΑΞΙΟΥΧΟΥΣ ΤΗΣ ΑΥΤΟΔΙΟΙΚΗΣΕΩΣ: [790, 676, 957, 696]
- divider: [408, 557, 597, 558]
- ad-line: ΔΙΑ ΥΠΕΡΠΟΛΥΤΕΛΩΝ ΛΕΩΦΟΡΕΙΩΝ: [711, 908, 854, 918]
- article-headline: ΠΥΡΚΑΪΑ ΑΠΕΤΕΦΡΩΣΕΝ ΕΙΣ ΕΥΒΟΙΑΝ ΔΑΣΙΚΗΝ ΕΚΤΑΣΙΝ 800 ΣΤΡΕΜΜΑΤΩΝ ΚΑΙ ΗΠΕΙΛΗΣΕ 4 ΧΩΡΙΑ: [616, 578, 949, 603]
- column-world: [1233, 10, 1583, 2300]
- article-body: Ὁ Σολωμὸς εἰς τὴν Κέρκυραν ἐλαβε ἀφορμὴν νὰ ἐπιδείξῃ εἰς τοὺς φίλους του τὸ ἔργον, μὲ τὴν συνοδείαν τῆς μουσικῆς τοῦ Μαντζάρου. Τὸ ἔργον ἐδόθη εἰς τὸ θέατρον τῆς Κερκύρας καὶ ἐγνώρισε μεγάλην ἐπιτυχίαν.: [82, 671, 398, 699]
- quote-value: 2,05: [199, 224, 215, 233]
- divider: [968, 158, 1225, 159]
- article-body: κεῖον τῆς διαθήκης ἀφιερώσας τὸ ἔργον του «Ὕμνος εἰς τὴν Ἐλευθερίαν» εἰς τὸν ἑαυτόν του. Ὁ Ἰωάννης Χαλκιόπουλος Μάντζαρος ἐμελοποίησε τὸν Ὕμνον τὸ 1828 εἰς τὴν Κέρκυραν, ἀφοῦ ἐγνώρισε τὸν ποιητὴν Διονύσιον Σολωμόν. Ἡ πρώτη μελοποίησις ἦτο διὰ τετράφωνον χορὸν ἀνδρῶν, ἡ δὲ μουσικὴ αὐτὴ ἐπεκράτησε τελικῶς ὡς ὁ Ἐθνικὸς Ὕμνος τῆς Ἑλλάδος. Ἀργότερον ὁ Μάντζαρος ἐπανῆλθε πολλάκις εἰς τὸ ἔργον καὶ ἐμελοποίησε ὅλον τὸ ποίημα εἰς ἐκτεταμένην σύνθεσιν. Τὸ 1865 ὁ Ὕμνος ἐκηρύχθη ἐπισήμως Ἐθνικὸς Ὕμνος τῆς χώρας.: [82, 608, 398, 670]
- quote-name: Ἡρακλῆς: [244, 201, 274, 210]
- quote-name: Ἰονική: [244, 116, 265, 125]
- article-subhead: ΟΙ ΕΛΑΙΟΠΑΡΑΓΩΓΟΙ ΤΗΣ ΜΥΤΙΛΗΝΗΣ ΚΑΤΑ ΤΗΣ ΧΡΗΣΕΩΣ ΣΠΟΡΕΛΑΙΟΥ: [1255, 609, 1560, 618]
- quote-value: 2900: [219, 184, 236, 193]
- column-rule: [964, 10, 965, 2300]
- divider: [82, 340, 398, 343]
- quote-value: —: [390, 231, 397, 240]
- quote-value: —: [390, 116, 397, 125]
- divider: [968, 708, 1225, 709]
- divider: [968, 585, 1225, 586]
- article-body: Οἱ ἐργαζόμενοι εἰς τὰς ἑταιρίας ἀπασχολήσεως θὰ πραγματοποιήσουν σήμερον συγκέντρωσιν.: [968, 273, 1225, 292]
- quote-row: [243, 218, 398, 226]
- divider: [968, 405, 1225, 406]
- column-sports: [408, 10, 597, 2300]
- quote-row: [243, 180, 398, 188]
- article-body: κεῖον τῆς διαθήκης ἀφιερώσας τὸ ἔργον του «Ὕμνος εἰς τὴν Ἐλευθερίαν» εἰς τὸν ἑαυτόν του. Ὁ Ἰωάννης Χαλκιόπουλος Μάντζαρος ἐμελοποίησε τὸν Ὕμνον τὸ 1828 εἰς τὴν Κέρκυραν, ἀφοῦ ἐγνώρισε τὸν ποιητὴν Διονύσιον Σολωμόν. Ἡ πρώτη μελοποίησις ἦτο διὰ τετράφωνον χορὸν ἀνδρῶν, ἡ δὲ μουσικὴ αὐτὴ ἐπεκράτησε τελικῶς ὡς ὁ Ἐθνικὸς Ὕμνος τῆς Ἑλλάδος. Ἀργότερον ὁ Μάντζαρος ἐπανῆλθε πολλάκις εἰς τὸ ἔργον καὶ ἐμελοποίησε ὅλον τὸ ποίημα εἰς ἐκτεταμένην σύνθεσιν. Τὸ 1865 ὁ Ὕμνος ἐκηρύχθη ἐπισήμως Ἐθνικὸς Ὕμνος τῆς χώρας.: [82, 700, 398, 762]
- ad-line: ἀφορολόγητος: [182, 898, 298, 915]
- article-body: ΧΑΛΚΙΣ, 25. Εἰς τὴν περιφέρειαν τῆς Β. Εὐβοίας ἐξερράγη χθὲς πυρκαϊὰ ἡ ὁποία ἀπετέφρωσε δασικὴν ἔκτασιν 800 στρεμμάτων. Ἡ πυρκαϊὰ ἠπείλησε τέσσαρα χωρία καὶ ἐτέθη ὑπὸ ἔλεγχον μετὰ πολύωρον ἀγῶνα.: [605, 634, 960, 661]
- quote-value: —: [390, 186, 397, 195]
- article-byline: ΤΟΥ ΑΜΕΡΙΚΑΝΟΥ ΔΗΜΟΣΙΟΓΡΑΦΟΥ κ. Τ. ΜΑΡΣΑΛΛ: [605, 100, 960, 112]
- quote-value: 43,5: [353, 171, 368, 180]
- quote-value: 145: [191, 123, 205, 132]
- article-headline: ΤΑ ΕΚΚΡΕΜΗ ΖΗΤΗΜΑΤΑ ΤΗΣ ΠΟΛΕΩΣ ΤΩΝ ΙΩΑΝΝΙΝΩΝ: [618, 405, 947, 419]
- quote-value: 0,70: [199, 239, 215, 248]
- quote-value: 180: [191, 131, 205, 140]
- article-subhead: ΟΙ ΕΦΕΔΡΟΙ ΠΟΛΕΜΙΣΤΑΙ: [1355, 414, 1461, 424]
- quote-value: —: [390, 269, 397, 278]
- article-body: Εἰς τὸ Ζάγκρεμπ ἡ Πολωνία ἐνίκησε τὴν Γιουγκοσλαυΐαν μὲ 117 πόντους ἔναντι 95. Ὁ Σίντλο ἐσημείωσε νέον Εὐρωπαϊκὸν ρεκὸρ εἰς τὰ 5.000 μ.: [408, 351, 597, 387]
- page-header: «ΕΛΕΥΘΕΡΙΑ» Τετάρτη 26 Σεπτεμβρίου 1956 Σελίς 5: [1233, 10, 1583, 32]
- quote-value: 2,50: [199, 216, 215, 225]
- quote-row: [243, 132, 398, 140]
- article-subhead: ΕΓΚΑΙΝΙΑ ΕΚΘΕΣΕΩΣ ΒΙΒΛΙΟΥ ΕΙΣ ΛΑΡΙΣΑΝ: [1318, 582, 1497, 592]
- column-rule: [601, 10, 602, 2300]
- article-body: Ἀπὸ τῆς 1ης Ὀκτωβρίου θὰ ἀρχίσῃ ἡ γενικὴ ἀπογραφὴ τῶν αὐτοκινήτων δημοσίας χρήσεως εἰς ὁλόκληρον τὴν χώραν.: [408, 477, 597, 504]
- quote-value: 115: [191, 192, 205, 201]
- article-subhead: ΠΡΟΠΟΝΗΣΙΣ ΟΜΑΣ ΠΟΔΟΣΦΑΙΡΟΥ: [432, 182, 573, 192]
- ad-line: ΤΑΜΙΕΥΤΗΡΙΑ ΤΡΑΠΕΖΩΝ και ΤΑΧ. ΤΑΜΙΕΥΤΗΡΙΑ: [106, 823, 374, 856]
- quote-value: —: [360, 131, 367, 140]
- quote-name: Μετανοτ.: [83, 216, 114, 225]
- article-body: Αἱ σημεριναὶ ἱπποδρομίαι θὰ διεξαχθοῦν εἰς τὸν Ἱππόδρομον τοῦ Φαλήρου μὲ ἐννέα ἀγῶνας.: [968, 93, 1225, 111]
- quote-value: 175: [355, 254, 368, 263]
- divider: [1233, 316, 1583, 319]
- quote-row: [243, 271, 398, 279]
- article-body: Ὁ Σύλλογος τῶν Πολιτικῶν Ὑπαλλήλων τοῦ Ὑπουργείου Στρατιωτικῶν ζητεῖ τὴν ἀναπροσαρμογὴν τῶν ἀποδοχῶν του.: [408, 693, 597, 720]
- article-subhead: ΔΙΟΤΙ ΕΙΝΑΙ ΑΠΕΥΧΟΜΕΝΟΝ ΚΑΙ ΛΟΓΩ ΤΗΣ ΚΑΡΑΤΟΜΗΣΕΩΣ ΤΟΥ ΚΑΡΟΛΟΥ Α': [611, 728, 773, 747]
- story-box: [605, 677, 779, 725]
- quote-value: —: [229, 176, 236, 185]
- article-body: Κατὰ τὴν χθεσινὴν συνεδρίασιν τῆς Διακομματικῆς Ἐπιτροπῆς ἐξητάσθησαν τὰ ζητήματα τῆς ἐκλογικῆς μεταρρυθμίσεως.: [408, 526, 597, 553]
- quote-value: —: [390, 146, 397, 155]
- article-headline: ΓΕΝΙΚΗ ΑΠΟΓΡΑΦΗ ΤΩΝ ΑΥΤΟΚΙΝΗΤΩΝ ΔΗΜΟΣΙΑΣ ΧΡΗΣΕΩΣ: [419, 454, 586, 474]
- market-commentary: Τά δολλαριακὰ χρεόγραφα εἶχον εἰς τὸ σύνολόν των σταθερὰν τάσιν. Εἰς τὰ χρεόγραφα καὶ τὰ δάνεια ἐσημείωσαν μικρὰς ἀναλήψεις. Αἱ συναλλαγαὶ τῶν χρηματιστῶν ἦσαν περιωρισμέναι καὶ ὁ ὄγκος τῶν συναλλαγῶν ἐσημείωσε μικρὰν πτῶσιν. Αἱ ΔΑ ΤΟ ΤΕΛΟΣ καὶ τὸ Προσφυγικὸν 1924 εἰς τὰς 65, αἱ ΕΓ εἰς τὰς 175 καὶ τὸ 1914 εἰς τὰς 123.: [82, 292, 398, 336]
- article-body: ΟΥΑΣΙΓΚΤΩΝ, Σεπτέμβριος. Καὶ οἱ δύο ὑποψήφιοι διὰ τὴν προεδρίαν, ὁ κ. Αἰζενχάουερ καὶ ὁ κ. Στῆβενσον, γνωρίζουν ὅτι ἡ νίκη θὰ κριθῇ τελικῶς ἀπὸ τὴν ψῆφον τῶν ἀκομματίστων ἐκλογέων. Οἱ ἐκλογεῖς αὐτοὶ, οἱ ὁποῖοι δὲν ἀνήκουν εἰς οὐδὲν κόμμα, ἀποτελοῦν τὸ ἀποφασιστικὸν στοιχεῖον τῆς ἀναμετρήσεως. Ἀμφότερα τὰ κόμματα καταβάλλουν προσπαθείας διὰ νὰ προσελκύσουν τὰς ψήφους των.: [605, 203, 960, 248]
- article-body: Ὁ Δήμαρχος Ἰωαννίνων ὑπέβαλεν εἰς τὴν Κυβέρνησιν ὑπόμνημα διὰ τὰ ἐκκρεμῆ ζητήματα τῆς πόλεως, ὡς εἶναι ἡ ὕδρευσις, ἡ ἀποχέτευσις, ἡ ἀποξήρανσις τῆς λίμνης καὶ ἡ κατασκευὴ ὁδικοῦ δικτύου.: [605, 542, 960, 569]
- article-body: Ἐπιτροπὴ ἀποτελουμένη ἐκ γονέων μαθητῶν ἐζήτησε τὴν ματαίωσιν τῆς αὐξήσεως τῶν διδάκτρων.: [968, 433, 1225, 451]
- article-body: Ἐξ ἀφορμῆς παραπόνων συνταξιούχων ὑποστηριζόντων ὅτι εἰς βάρος των ἔγιναν λάθη ἀπὸ τὸ «Ἐλεγκτικὸν Συνέδριον» κατὰ τὴν ἀναπροσαρμογὴν τῶν συντάξεών των καὶ ὅτι ἀρνεῖται ἡ διόρθωσίς των, ἐρευνήσαμεν τὸ θέμα καὶ ἐξηκριβώσαμεν ὅτι ὑφίσταται διάταξις νόμου ἡ ὁποία προβλέπει τὴν διόρθωσιν τῶν τοιούτων σφαλμάτων. Ἡ διάταξις αὕτη ἐπιβάλλει εἰς τὸ Ἐλεγκτικὸν Συνέδριον τὴν ἐπανεξέτασιν τῶν πράξεων ἐφ' ὅσον ὁ ἐνδιαφερόμενος ὑποβάλει σχετικὴν αἴτησιν.: [82, 399, 398, 452]
- divider: [605, 573, 960, 576]
- article-headline: ΔΕΝ ΥΦΙΣΤΑΤΑΙ ΚΥΒΕΡΝΗΤΙΚΗ ΑΠΟΦΑΣΙΣ ΠΕΡΙ ΚΑΘΟΡΙΣΜΟΥ ΤΙΜΗΣ ΣΤΑΦΥΛΩΝ ΠΡΟΣ ΟΙΝΟΠΟΙΗΣΙΝ: [1252, 482, 1564, 508]
- quote-value: —: [390, 262, 397, 271]
- article-headline: ΖΗΤΕΙΤΑΙ ΠΑΡΑΤΑΣΙΣ ΤΟΥ ΕΝΟΙΚΙΟΣΤΑΣΙΟΥ: [993, 320, 1200, 331]
- article-headline: ΤΟ ΦΑΡΜΑΚΟ ΥΠΑΛΛΗΛΩΝ: [815, 826, 931, 836]
- divider: [968, 546, 1225, 547]
- article-body: Ὁ Σύλλογος Προσωπικοῦ Κλαδικῶν Ἀσφαλιστικῶν Ταμείων ὑπέβαλε εἰς τὸ Ὑπουργεῖον Ἐργασίας ὑπόμνημα διὰ τὰ αἰτήματα τῶν μελῶν του.: [408, 419, 597, 446]
- quote-name: Ζ μ. δ.: [83, 138, 104, 147]
- article-headline: Η ΣΗΜΕΡΙΝΗ ΣΥΓΚΕΝΤΡΩΣΙΣ ΤΩΝ ΕΡΓΑΖΟΜΕΝΩΝ ΕΙΣ ΤΑΣ ΕΤΑΙΡΙΑΣ ΑΠΑΣΧΟΛΗΣΕΩΣ: [970, 250, 1223, 271]
- article-body: ΟΥΑΣΙΓΚΤΩΝ, Σεπτέμβριος. Καὶ οἱ δύο ὑποψήφιοι διὰ τὴν προεδρίαν, ὁ κ. Αἰζενχάουερ καὶ ὁ κ. Στῆβενσον, γνωρίζουν ὅτι ἡ νίκη θὰ κριθῇ τελικῶς ἀπὸ τὴν ψῆφον τῶν ἀκομματίστων ἐκλογέων. Οἱ ἐκλογεῖς αὐτοὶ, οἱ ὁποῖοι δὲν ἀνήκουν εἰς οὐδὲν κόμμα, ἀποτελοῦν τὸ ἀποφασιστικὸν στοιχεῖον τῆς ἀναμετρήσεως. Ἀμφότερα τὰ κόμματα καταβάλλουν προσπαθείας διὰ νὰ προσελκύσουν τὰς ψήφους των.: [605, 113, 960, 156]
- quote-value: —: [390, 131, 397, 140]
- article-subhead: ΟΙ ΣΥΝΤΑΞΙΟΥΧΟΙ ΑΤΤΙΚΗΣ ΔΙΑΚΗΡΥΞΙΣ: [1325, 532, 1490, 542]
- article-body: ΛΟΝΔΙΝΟΝ, Σεπτέμβριος. Ἡ διεθνὴς προσοχὴ στρέφεται πρὸς τὸ Πεκίνον, ὅπου συνεδριάζει τὸ ὄγδοον Συνέδριον τοῦ Κομμουνιστικοῦ Κόμματος τῆς Κίνας. Τὸ Συνέδριον θεωρεῖται ὡς ἓν τῶν σπουδαιοτέρων γεγονότων τοῦ κομμουνιστικοῦ κόσμου, διότι ἀναμένεται νὰ καθορίσῃ τὴν πολιτικὴν γραμμὴν τοῦ κόμματος διὰ τὰ προσεχῆ ἔτη. Ὁ Μάο Τσε-τουνγκ ἐξεφώνησε τὸν ἐναρκτήριον λόγον, ἐπὶ τοῦ ὁποίου ἔδωσεν ἔμφασιν εἰς τὴν συλλογικὴν ἡγεσίαν.: [1233, 221, 1583, 266]
- quote-name: Χρωματουργ.: [244, 262, 289, 271]
- quote-value: 51: [195, 154, 205, 163]
- article-body: ΟΥΑΣΙΓΚΤΩΝ, Σεπτέμβριος. Καὶ οἱ δύο ὑποψήφιοι διὰ τὴν προεδρίαν, ὁ κ. Αἰζενχάουερ καὶ ὁ κ. Στῆβενσον, γνωρίζουν ὅτι ἡ νίκη θὰ κριθῇ τελικῶς ἀπὸ τὴν ψῆφον τῶν ἀκομματίστων ἐκλογέων. Οἱ ἐκλογεῖς αὐτοὶ, οἱ ὁποῖοι δὲν ἀνήκουν εἰς οὐδὲν κόμμα, ἀποτελοῦν τὸ ἀποφασιστικὸν στοιχεῖον τῆς ἀναμετρήσεως. Ἀμφότερα τὰ κόμματα καταβάλλουν προσπαθείας διὰ νὰ προσελκύσουν τὰς ψήφους των.: [605, 341, 960, 385]
- quote-name: Πυρίτιδος: [244, 231, 277, 240]
- quote-name: Ἐθνικὴ Τρ.: [244, 109, 279, 117]
- quote-value: 375: [354, 138, 367, 147]
- quotes-table: [82, 103, 237, 201]
- divider: [408, 450, 597, 451]
- table-title: ΒΙΟΜΗΧΑΝΙΑΙ: [243, 157, 398, 170]
- article-headline: ΤΟΥ ΥΠΟΥΡΓΟΥ ΕΞΩΤΕΡΙΚΩΝ ΕΠΙΣΚΕΨΙΣ ΕΙΣ ΤΟΥΣ ΔΙΚΑΣΤΗΡΙΟΥΣ: [978, 460, 1215, 481]
- quote-name: Ἐμπορική: [244, 123, 275, 132]
- quotes-table: [243, 103, 398, 155]
- article-headline: ΜΑΤΑΙΩΣΙΣ ΤΗΣ ΑΥΞΗΣΕΩΣ ΤΩΝ ΔΙΔΑΚΤΡΩΝ ΣΧΟΛΕΙΩΝ: [991, 410, 1202, 431]
